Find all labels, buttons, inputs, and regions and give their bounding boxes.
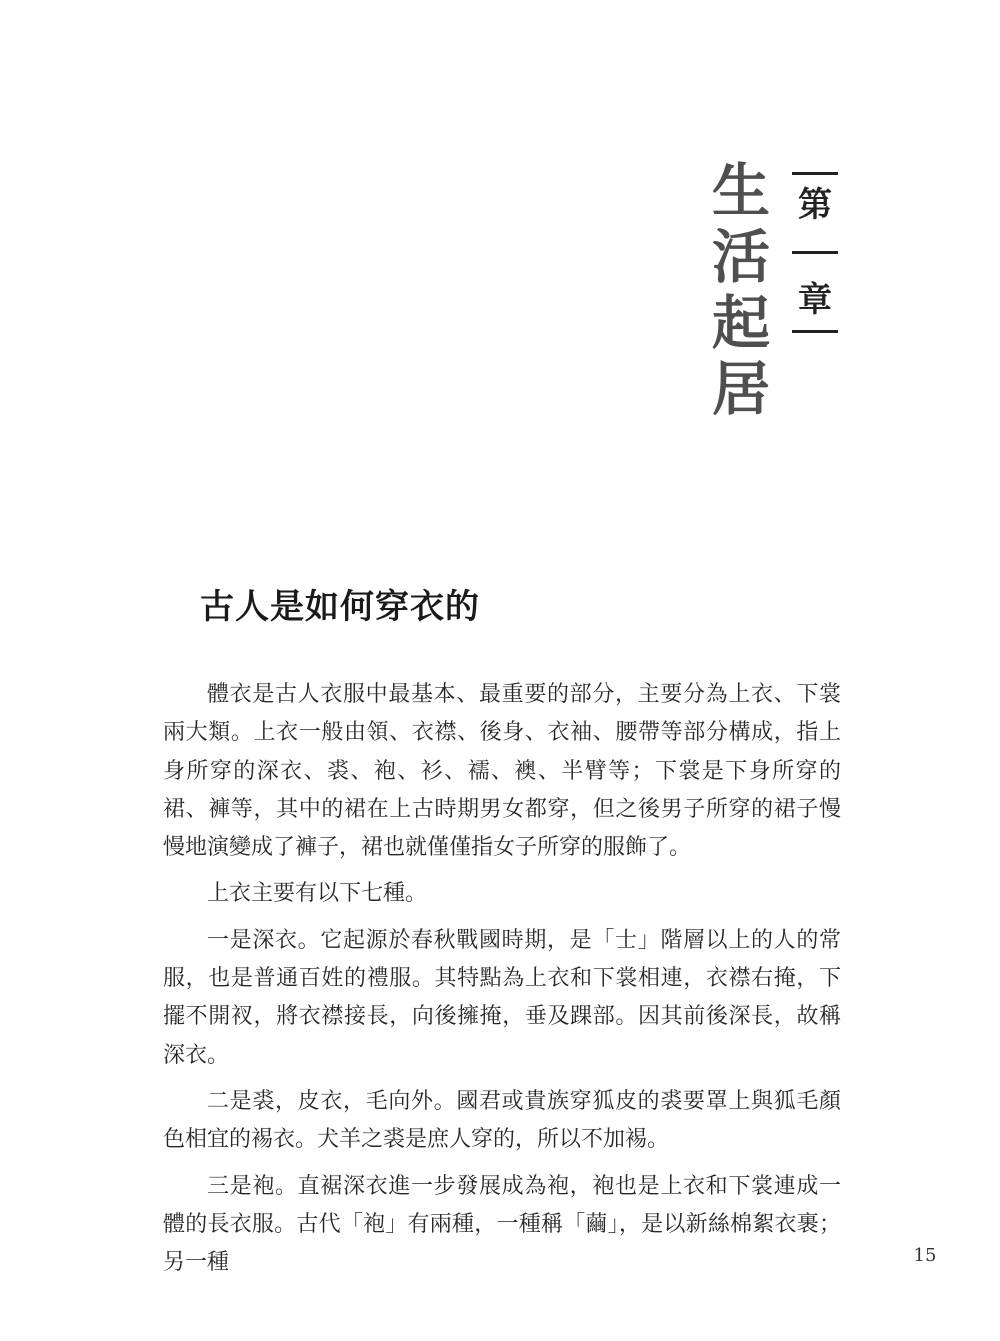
- chapter-title: [700, 158, 782, 422]
- chapter-label-number-one: [792, 251, 838, 254]
- paragraph: 一是深衣。它起源於春秋戰國時期，是「士」階層以上的人的常服，也是普通百姓的禮服。其特點為上衣和下裳相連，衣襟右掩，下擺不開衩，將衣襟接長，向後擁掩，垂及踝部。因其前後深長，故稱深衣。: [163, 927, 841, 1068]
- chapter-title-char: 活: [711, 223, 770, 291]
- body-text: [163, 676, 841, 1290]
- chapter-label-rule: [792, 330, 838, 333]
- chapter-label-char: 第: [798, 185, 832, 225]
- page-number: 15: [913, 1245, 937, 1266]
- section-heading: 古人是如何穿衣的: [200, 587, 480, 627]
- chapter-label-char: 章: [798, 280, 832, 320]
- chapter-title-char: 生: [711, 157, 770, 225]
- paragraph: 二是裘，皮衣，毛向外。國君或貴族穿狐皮的裘要罩上與狐毛顏色相宜的裼衣。犬羊之裘是庶人穿的，所以不加裼。: [163, 1088, 841, 1153]
- chapter-title-char: 居: [711, 355, 770, 423]
- paragraph: 上衣主要有以下七種。: [207, 881, 428, 907]
- chapter-label: [790, 172, 840, 333]
- chapter-title-char: 起: [711, 289, 770, 357]
- paragraph: 體衣是古人衣服中最基本、最重要的部分，主要分為上衣、下裳兩大類。上衣一般由領、衣襟、後身、衣袖、腰帶等部分構成，指上身所穿的深衣、裘、袍、衫、襦、襖、半臂等；下裳是下身所穿的裙、褲等，其中的裙在上古時期男女都穿，但之後男子所穿的裙子慢慢地演變成了褲子，裙也就僅僅指女子所穿的服飾了。: [163, 682, 841, 861]
- chapter-label-rule: [792, 172, 838, 175]
- paragraph: 三是袍。直裾深衣進一步發展成為袍，袍也是上衣和下裳連成一體的長衣服。古代「袍」有兩種，一種稱「繭」，是以新絲棉絮衣裹；另一種: [163, 1173, 841, 1276]
